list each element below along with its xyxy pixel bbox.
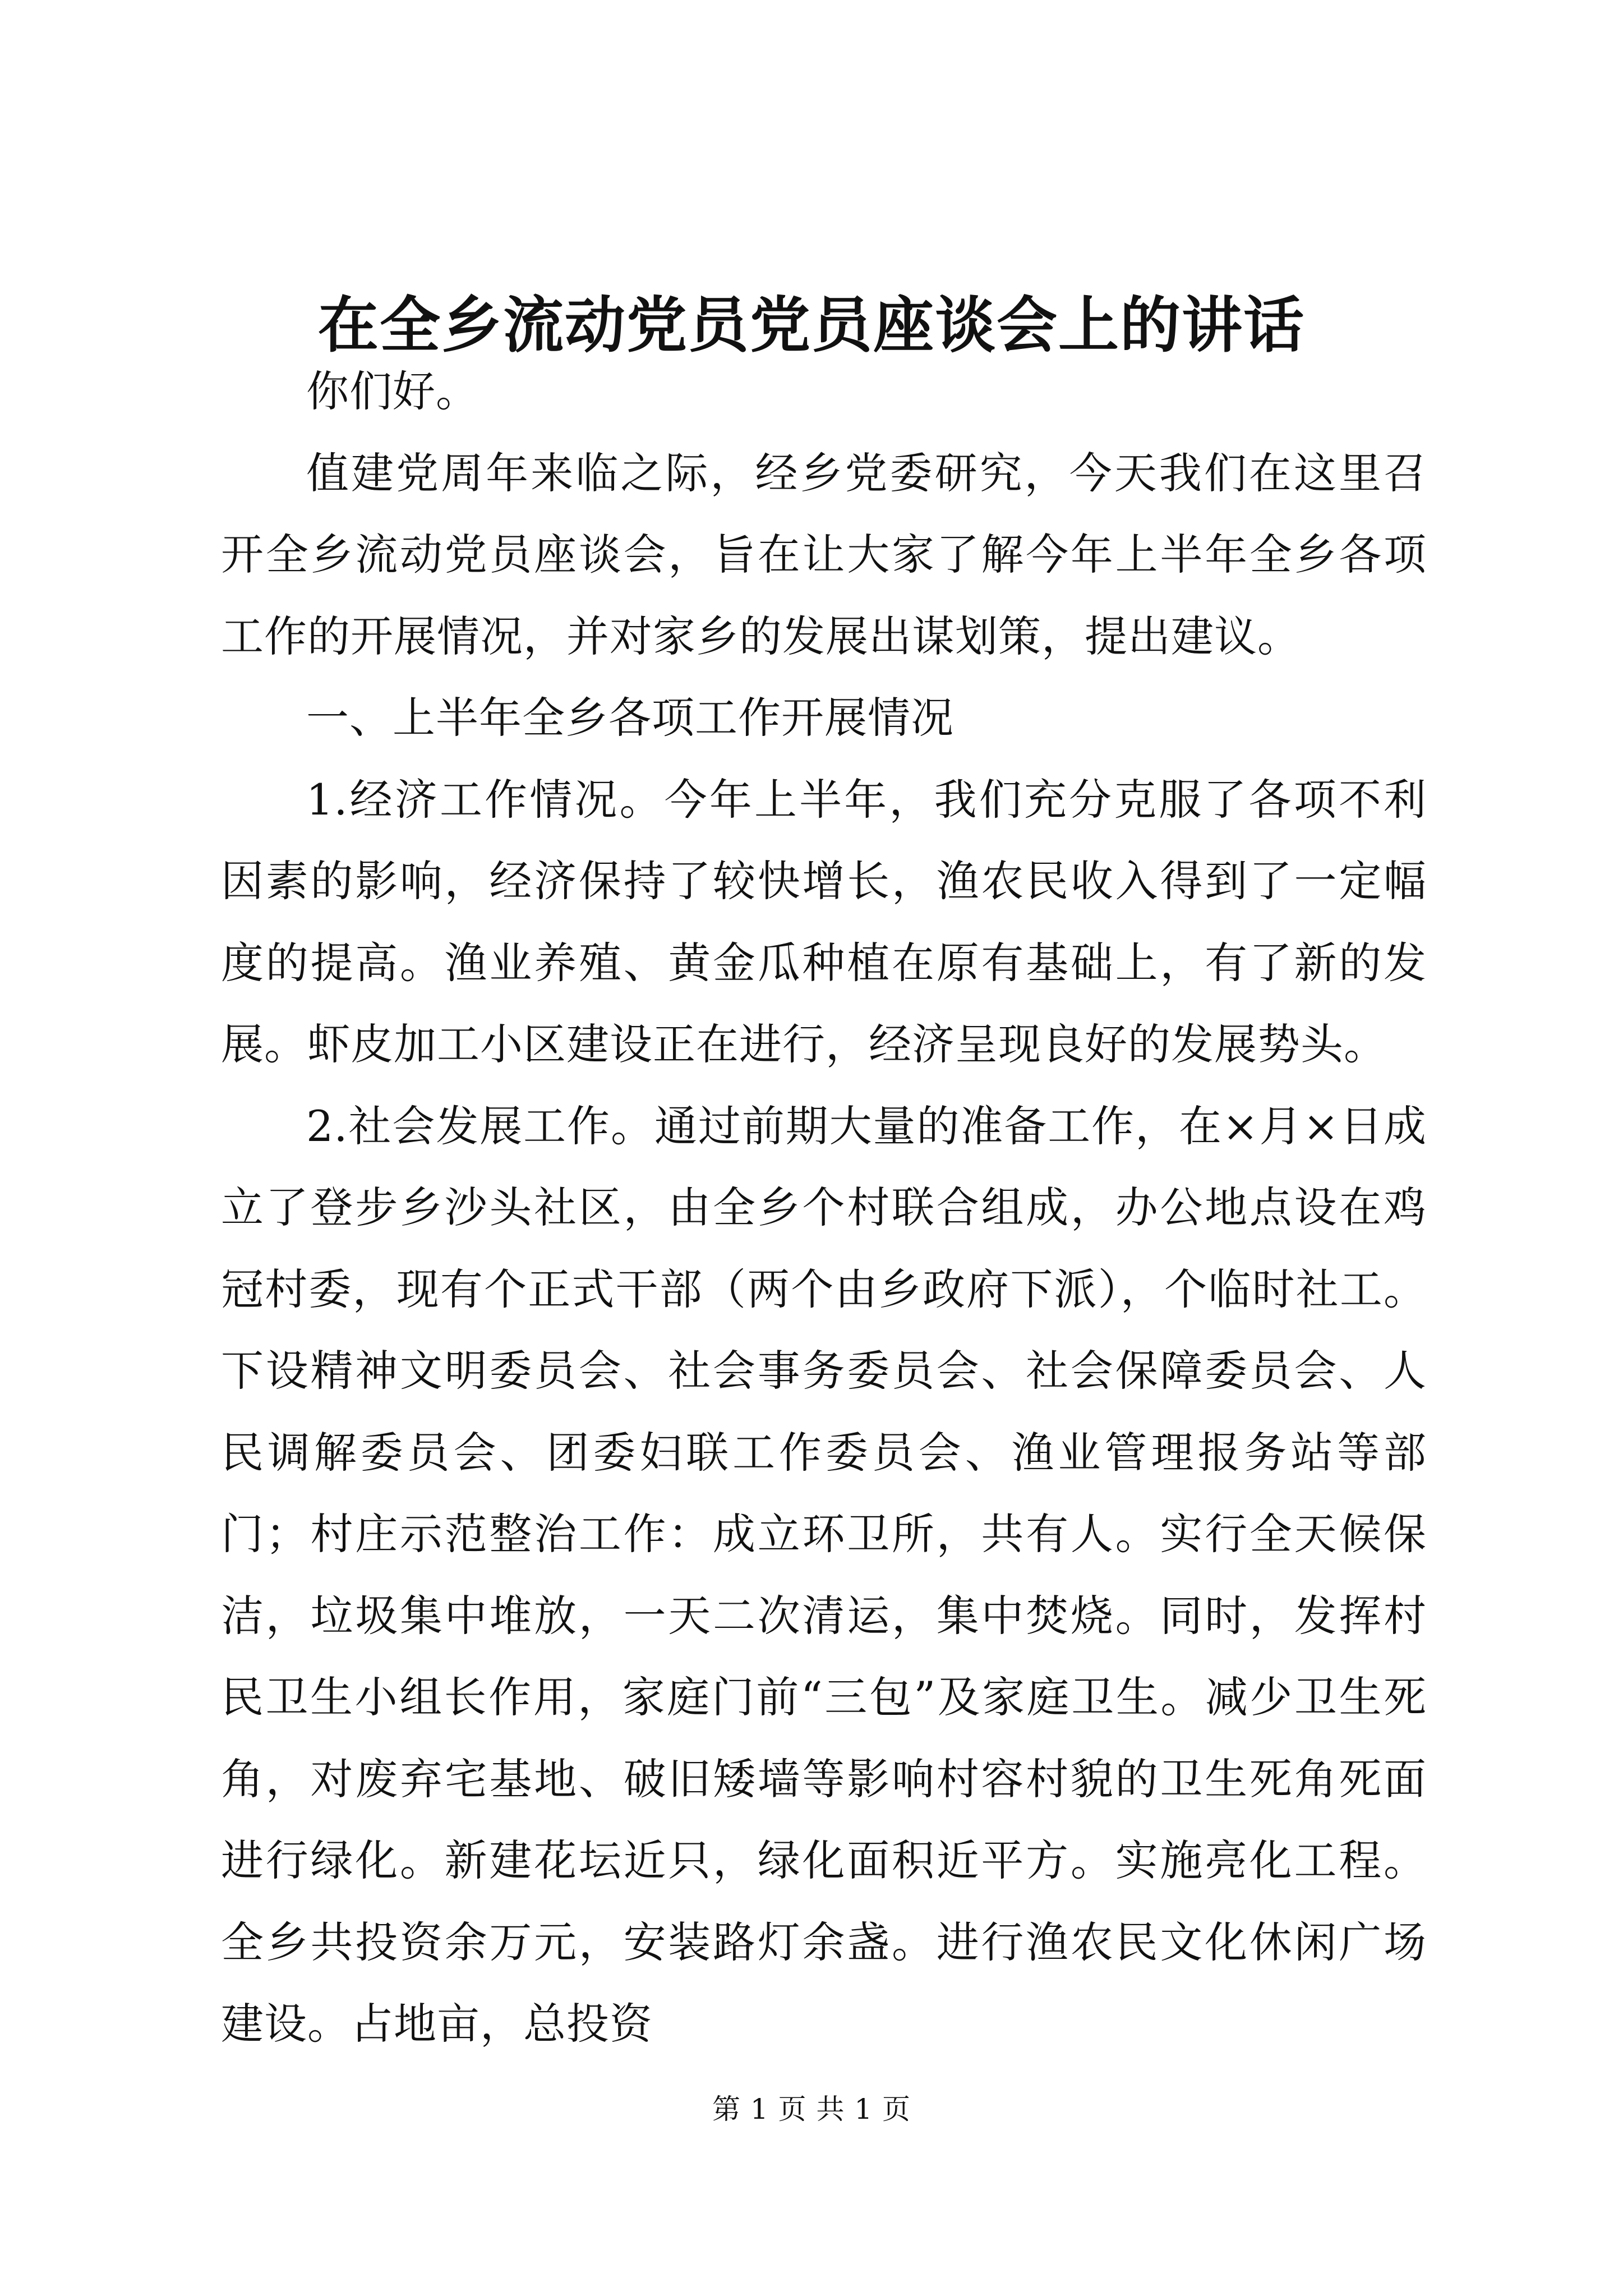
page-footer: 第 1 页 共 1 页 xyxy=(712,2093,911,2125)
paragraph-greeting: 你们好。 xyxy=(306,366,479,416)
paragraph-social-development: 2.社会发展工作。通过前期大量的准备工作，在×月×日成立了登步乡沙头社区，由全乡个村联合组成，办公地点设在鸡冠村委，现有个正式干部（两个由乡政府下派），个临时社工。下设精神文明委员会、社会事务委员会、社会保障委员会、人民调解委员会、团委妇联工作委员会、渔业管理报务站等部门；村庄示范整治工作：成立环卫所，共有人。实行全天候保洁，垃圾集中堆放，一天二次清运，集中焚烧。同时，发挥村民卫生小组长作用，家庭门前“三包”及家庭卫生。减少卫生死角，对废弃宅基地、破旧矮墙等影响村容村貌的卫生死角死面进行绿化。新建花坛近只，绿化面积近平方。实施亮化工程。全乡共投资余万元，安装路灯余盏。进行渔农民文化休闲广场建设。占地亩，总投资 xyxy=(221,1101,1427,2049)
document-body xyxy=(221,351,1427,2065)
document-title: 在全乡流动党员党员座谈会上的讲话 xyxy=(317,290,1305,361)
section-heading: 一、上半年全乡各项工作开展情况 xyxy=(306,693,954,743)
paragraph-intro: 值建党周年来临之际，经乡党委研究，今天我们在这里召开全乡流动党员座谈会，旨在让大家了解今年上半年全乡各项工作的开展情况，并对家乡的发展出谋划策，提出建议。 xyxy=(221,448,1427,661)
paragraph-economy: 1.经济工作情况。今年上半年，我们充分克服了各项不利因素的影响，经济保持了较快增长，渔农民收入得到了一定幅度的提高。渔业养殖、黄金瓜种植在原有基础上，有了新的发展。虾皮加工小区建设正在进行，经济呈现良好的发展势头。 xyxy=(221,774,1427,1069)
